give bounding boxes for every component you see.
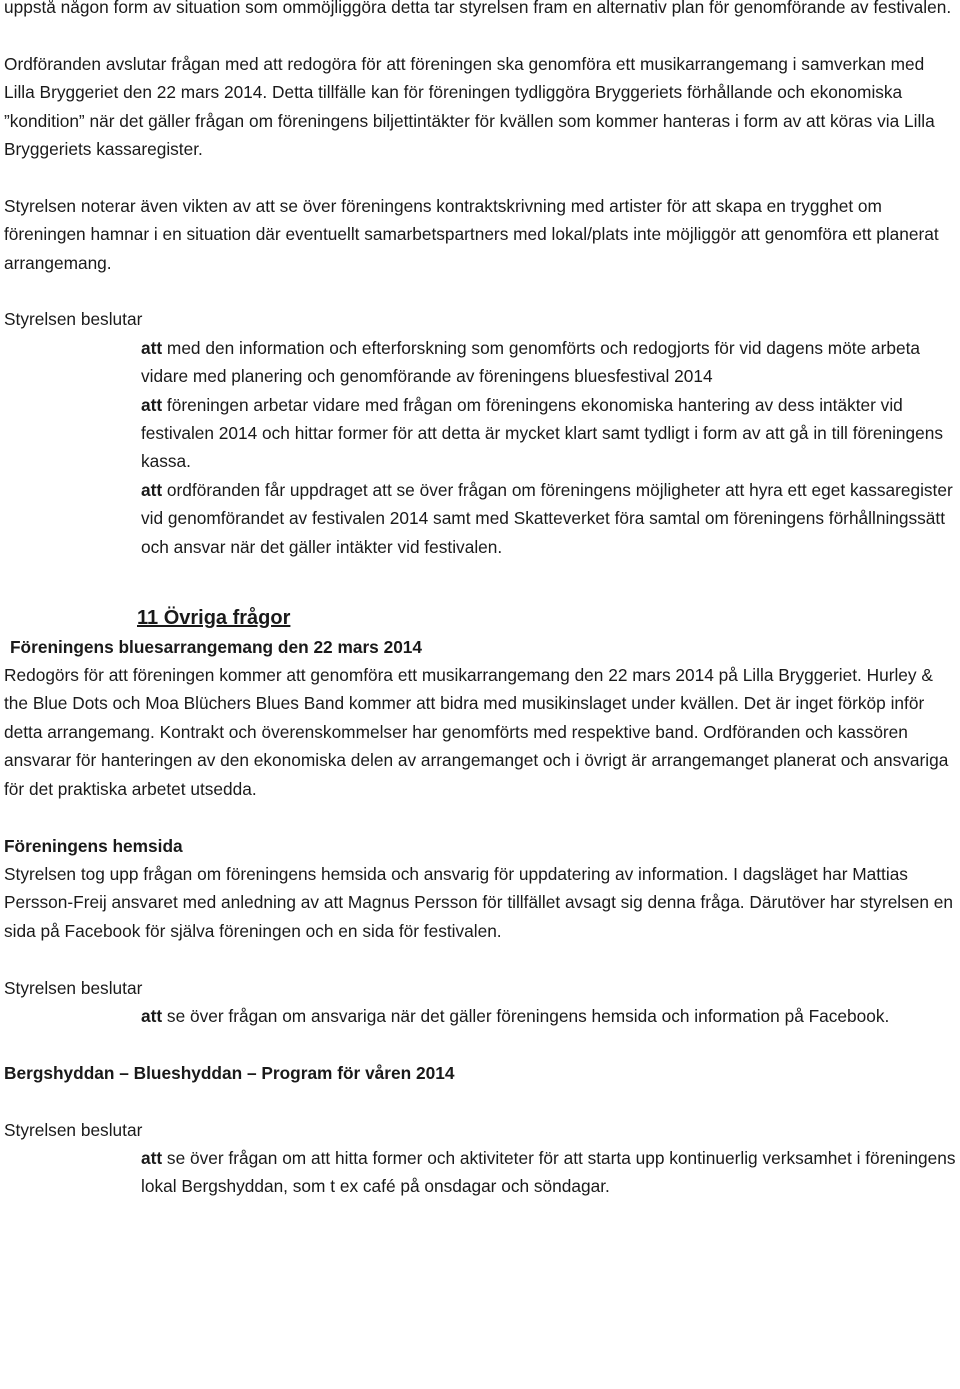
subsection-heading-hemsida: Föreningens hemsida [4,835,183,856]
paragraph-bluesarrangemang: Redogörs för att föreningen kommer att genomföra ett musikarrangemang den 22 mars 2014 på Lilla Bryggeriet. Hurley & the Blue Dots och Moa Blüchers Blues Band kommer att bidra med musikinslaget under kvällen. Det är inget förköp inför detta arrangemang. Kontrakt och överenskommelser har genomförts med respektive band. Ordföranden och kassören ansvarar för hanteringen av den ekonomiska delen av arrangemanget och i övrigt är arrangemanget planerat och ansvariga för det praktiska arbetet utsedda. [4,665,949,799]
decision-item [141,391,956,476]
decision-item [141,334,956,391]
paragraph-contract-writing: Styrelsen noterar även vikten av att se över föreningens kontraktskrivning med artister för att skapa en trygghet om föreningen hamnar i en situation där eventuellt samarbetspartners med lokal/plats inte möjliggör att genomföra ett planerat arrangemang. [4,195,939,273]
decision-text: föreningen arbetar vidare med frågan om föreningens ekonomiska hantering av dess intäkter vid festivalen 2014 och hittar former för att detta är mycket klart samt tydligt i form av att gå in till föreningens kassa. [141,394,944,472]
decision-text: ordföranden får uppdraget att se över frågan om föreningens möjligheter att hyra ett eget kassaregister vid genomförandet av festivalen 2014 samt med Skatteverket föra samtal om föreningens förhållningssätt och ansvar när det gäller intäkter vid festivalen. [141,479,953,557]
decision-label: Styrelsen beslutar [4,977,143,998]
document-page [4,0,956,1201]
decision-keyword: att [141,1005,163,1026]
decision-keyword: att [141,479,163,500]
decision-item [141,476,956,561]
decision-keyword: att [141,394,163,415]
decision-text: se över frågan om ansvariga när det gäller föreningens hemsida och information på Facebook. [162,1005,890,1026]
decision-text: se över frågan om att hitta former och aktiviteter för att starta upp kontinuerlig verksamhet i föreningens lokal Bergshyddan, som t ex café på onsdagar och söndagar. [141,1147,956,1197]
paragraph-alternative-plan: uppstå någon form av situation som ommöjliggöra detta tar styrelsen fram en alternativ plan för genomförande av festivalen. [4,0,952,17]
paragraph-lilla-bryggeriet: Ordföranden avslutar frågan med att redogöra för att föreningen ska genomföra ett musikarrangemang i samverkan med Lilla Bryggeriet den 22 mars 2014. Detta tillfälle kan för föreningen tydliggöra Bryggeriets förhållande och ekonomiska ”kondition” när det gäller frågan om föreningens biljettintäkter för kvällen som kommer hanteras i form av att köras via Lilla Bryggeriets kassaregister. [4,53,935,160]
decision-item [141,1002,956,1030]
paragraph-hemsida: Styrelsen tog upp frågan om föreningens hemsida och ansvarig för uppdatering av information. I dagsläget har Mattias Persson-Freij ansvaret med anledning av att Magnus Persson för tillfället avsagt sig denna fråga. Därutöver har styrelsen en sida på Facebook för själva föreningen och en sida för festivalen. [4,863,954,941]
decision-list [141,1002,956,1030]
decision-list [141,1144,956,1201]
decision-list [141,334,956,561]
subsection-heading-bergshyddan: Bergshyddan – Blueshyddan – Program för våren 2014 [4,1062,455,1083]
section-heading: 11 Övriga frågor [137,607,291,630]
subsection-heading-bluesarrangemang: Föreningens bluesarrangemang den 22 mars 2014 [10,637,423,658]
decision-label: Styrelsen beslutar [4,1119,143,1140]
decision-item [141,1144,956,1201]
decision-keyword: att [141,1147,163,1168]
decision-label: Styrelsen beslutar [4,309,143,330]
decision-text: med den information och efterforskning som genomförts och redogjorts för vid dagens möte arbeta vidare med planering och genomförande av föreningens bluesfestival 2014 [141,337,921,387]
decision-keyword: att [141,337,163,358]
